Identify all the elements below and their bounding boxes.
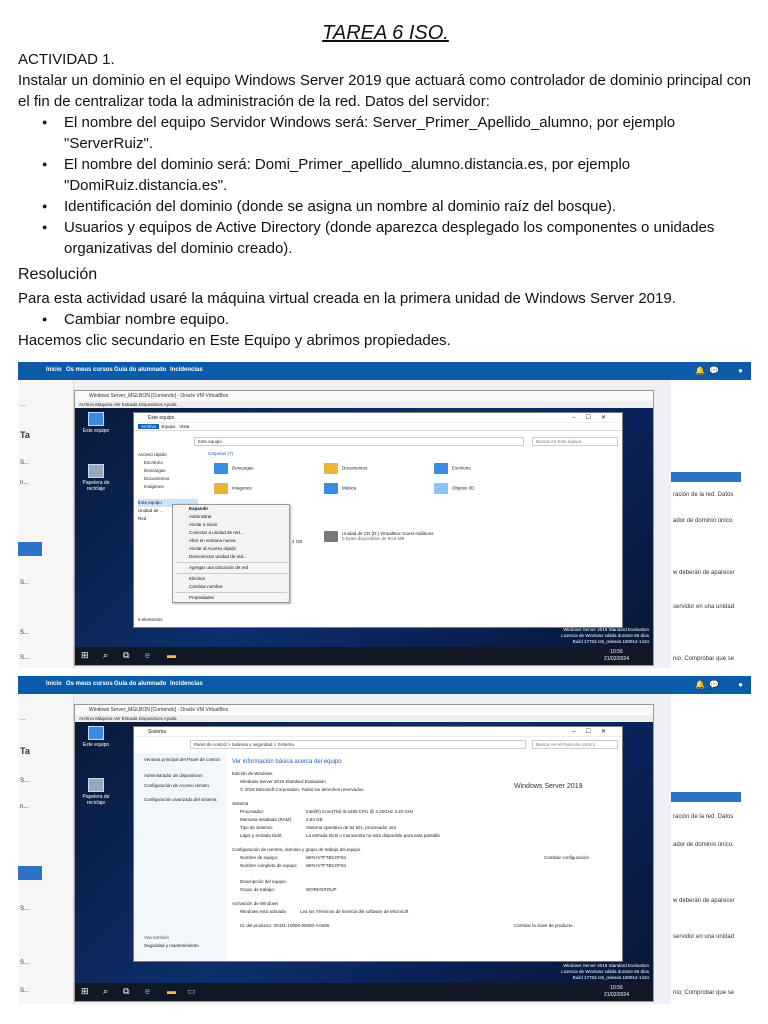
bell-icon[interactable]: 🔔 [695,366,705,375]
lms-progress-bar [671,792,741,802]
task-view-icon[interactable]: ⧉ [123,986,130,996]
search-icon[interactable]: ⌕ [103,986,109,996]
menu-item[interactable]: Expandir [189,506,209,511]
left-text: S... [20,960,30,966]
lms-topbar [18,676,751,694]
label: Tipo de sistema: [240,825,273,830]
left-text: n... [20,804,29,810]
value: 2,93 GB [306,817,323,822]
section-title: Activación de Windows [232,901,279,906]
menu-item[interactable]: Agregar una ubicación de red [189,565,249,570]
window-controls[interactable]: –☐✕ [572,415,616,421]
right-text: servidor en una unidad [673,604,735,610]
value: Intel(R) Core(TM) i5-4460 CPU @ 3.20GHz 3.20 GHz [306,809,414,814]
lms-left-panel [18,694,74,1004]
avatar[interactable]: ● [738,366,743,375]
nav-link[interactable]: Inicio [46,681,62,687]
computer-name: WIN-IV7FTBCOF94 [306,855,347,860]
value: Sistema operativo de 64 bits, procesador x64 [306,825,397,830]
edge-icon[interactable]: e [145,986,151,996]
folder-item[interactable]: Descargas [214,463,254,474]
menu-item[interactable]: Anclar al Acceso rápido [189,546,237,551]
nav-link[interactable]: Os meus cursos [66,681,113,687]
label: Procesador: [240,809,265,814]
nav-item[interactable]: Descargas [144,468,166,473]
ribbon[interactable] [134,423,622,431]
context-menu[interactable] [172,504,290,603]
menu-item[interactable]: Administrar [189,514,212,519]
change-settings-link[interactable]: Cambiar configuración [544,855,590,860]
screenshot-explorer [18,362,751,668]
page-heading: Ver información básica acerca del equipo [232,759,342,765]
vm-title: Windows Server_MGLBON [Corriendo] - Oracle VM VirtualBox [75,391,653,401]
nav-item[interactable]: Acceso rápido [138,452,167,457]
folders-header[interactable]: Carpetas (7) [208,451,234,456]
right-text: nio; Comprobar que se [673,656,735,662]
left-text: S... [20,630,30,636]
ribbon-tab[interactable]: Archivo [138,424,159,429]
see-also-label: Vea también [144,935,170,940]
menu-item[interactable]: Abrir en ventana nueva [189,538,236,543]
edge-icon[interactable]: e [145,650,151,660]
security-link[interactable]: Seguridad y mantenimiento [144,943,199,948]
left-text: Ta [20,746,30,756]
nav-item[interactable]: Escritorio [144,460,163,465]
left-text: ... [20,716,26,722]
address-bar[interactable]: Este equipo [194,437,524,446]
activity-heading: ACTIVIDAD 1. [18,51,115,68]
list-item: ● Cambiar nombre equipo. [42,309,753,330]
taskbar [75,983,653,1001]
edition-value: Windows Server 2019 Standard Evaluation [240,779,326,784]
list-item: ● Identificación del dominio (donde se asigna un nombre al dominio raíz del bosque). [42,196,753,217]
vm-menu[interactable]: Archivo Máquina Ver Entrada Dispositivos Ayuda [75,401,653,408]
right-text: w deberán de aparecer [673,898,735,904]
product-id: Id. del producto: 00431-10000-00000-AA506 [240,923,330,928]
right-text: ador de dominio único. [673,518,734,524]
menu-separator [175,592,287,593]
bell-icon[interactable]: 🔔 [695,680,705,689]
windows-watermark: Windows Server 2019 Standard Evaluation Licencia de Windows válida durante 68 días Build 17763.rs5_release.180914-1434 [561,963,649,980]
nav-item[interactable]: Documentos [144,476,170,481]
menu-item[interactable]: Propiedades [189,595,215,600]
nav-link[interactable]: Guía do alumnado [114,681,167,687]
lms-progress-bar [671,472,741,482]
nav-link[interactable]: Guía do alumnado [114,367,167,373]
recycle-bin-icon[interactable]: Papelera de reciclaje [79,778,113,806]
vm-title: Windows Server_MGLBON [Corriendo] - Oracle VM VirtualBox [75,705,653,715]
window-title: Este equipo [148,415,175,421]
full-name: WIN-IV7FTBCOF94 [306,863,347,868]
start-icon[interactable]: ⊞ [81,986,89,996]
vm-menu[interactable]: Archivo Máquina Ver Entrada Dispositivos Ayuda [75,715,653,722]
nav-link[interactable]: Incidencias [170,367,203,373]
menu-item[interactable]: Cambiar nombre [189,584,223,589]
lms-right-panel [671,694,751,1004]
right-text: nio; Comprobar que se [673,990,735,996]
nav-item[interactable]: Red [138,516,147,521]
desktop [75,722,653,1001]
resolution-list [18,309,753,330]
nav-link[interactable]: Os meus cursos [66,367,113,373]
folder-item[interactable]: Documentos [324,463,367,474]
recycle-bin-icon[interactable]: Papelera de reciclaje [79,464,113,492]
search-input[interactable]: Buscar en el Panel de control [532,740,618,749]
window-title: Sistema [148,729,167,735]
label: Grupo de trabajo: [240,887,276,892]
label: Lápiz y entrada táctil: [240,833,283,838]
clock[interactable]: 10:56 21/02/2024 [603,649,629,662]
list-item: ● El nombre del dominio será: Domi_Primer_apellido_alumno.distancia.es, por ejemplo "DomiRuiz.distancia.es". [42,154,753,196]
menu-item[interactable]: Desconectar unidad de red... [189,554,247,559]
system-icon[interactable]: ▭ [187,986,196,996]
search-input[interactable]: Buscar en Este equipo [532,437,618,446]
list-item: ● El nombre del equipo Servidor Windows será: Server_Primer_Apellido_alumno, por ejemplo "ServerRuiz". [42,112,753,154]
system-window[interactable] [133,726,623,962]
folder-item[interactable]: Imágenes [214,483,252,494]
nav-link[interactable]: Inicio [46,367,62,373]
screenshot-system [18,676,751,1004]
left-text: S... [20,778,30,784]
folder-item[interactable]: Objetos 3D [434,483,475,494]
windows-logo-text: Windows Server 2019 [514,783,583,790]
menu-separator [175,562,287,563]
lms-topbar [18,362,751,380]
explorer-window[interactable] [133,412,623,628]
breadcrumb[interactable]: Panel de control > Sistema y seguridad > Sistema [190,740,526,749]
right-text: w deberán de aparecer [673,570,735,576]
right-text: ración de la red. Datos [673,814,734,820]
windows-watermark: Windows Server 2019 Standard Evaluation Licencia de Windows válida durante 68 días Build 17763.rs5_release.180914-1434 [561,627,649,644]
left-text: S... [20,580,30,586]
left-text: S... [20,460,30,466]
resolution-step: Hacemos clic secundario en Este Equipo y abrimos propiedades. [18,332,451,349]
section-title: Edición de Windows [232,771,273,776]
nav-item[interactable]: Unidad de ... [138,508,164,513]
task-view-icon[interactable]: ⧉ [123,650,130,660]
this-pc-icon[interactable]: Este equipo [79,726,113,748]
intro-paragraph: Instalar un dominio en el equipo Windows Server 2019 que actuará como controlador de dominio principal con el fin de centralizar toda la administración de la red. Datos del servidor: [18,72,751,110]
lms-side-button[interactable] [18,542,42,556]
left-text: Ta [20,430,30,440]
label: Nombre de equipo: [240,855,279,860]
left-text: ... [20,402,26,408]
lms-side-button[interactable] [18,866,42,880]
disk-free: 4 GB [292,539,303,544]
activation-status: Windows está activado [240,909,287,914]
taskbar [75,647,653,665]
section-title: Sistema [232,801,249,806]
menu-item[interactable]: Eliminar [189,576,206,581]
remote-access-link[interactable]: Configuración de Acceso remoto [144,783,210,788]
ribbon-tab[interactable]: Vista [179,424,190,429]
cd-drive[interactable]: Unidad de CD (D:) VirtualBox Guest Additions 0 bytes disponibles de 50,6 MB [324,531,464,542]
copyright: © 2018 Microsoft Corporation. Todos los derechos reservados. [240,787,365,792]
search-icon[interactable]: ⌕ [103,650,109,660]
right-text: servidor en una unidad [673,934,735,940]
left-text: S... [20,655,30,661]
change-key-link[interactable]: Cambiar la clave de producto [514,923,573,928]
label: Nombre completo de equipo: [240,863,298,868]
chat-icon[interactable]: 💬 [709,680,719,689]
virtualbox-window[interactable] [74,390,654,666]
chat-icon[interactable]: 💬 [709,366,719,375]
desktop [75,408,653,665]
virtualbox-window[interactable] [74,704,654,1002]
requirements-list [18,112,753,259]
license-link[interactable]: Lea los Términos de licencia del software de Microsoft [300,909,409,914]
avatar[interactable]: ● [738,680,743,689]
menu-separator [175,573,287,574]
status-bar: 9 elementos [138,617,163,622]
label: Descripción del equipo: [240,879,287,884]
folder-item[interactable]: Música [324,483,356,494]
advanced-settings-link[interactable]: Configuración avanzada del sistema [144,797,217,802]
nav-item[interactable]: Este equipo [138,499,198,507]
doc-title: TAREA 6 ISO. [322,22,449,44]
label: Memoria instalada (RAM): [240,817,293,822]
panel-home-link[interactable]: Ventana principal del Panel de control [144,757,220,762]
value: La entrada táctil o manuscrita no está disponible para esta pantalla [306,833,440,838]
list-item: ● Usuarios y equipos de Active Directory (donde aparezca desplegado los componentes o unidades organizativas del dominio creado). [42,217,753,259]
resolution-heading: Resolución [18,266,98,283]
explorer-icon[interactable]: ▬ [167,650,176,660]
menu-item[interactable]: Conectar a unidad de red... [189,530,244,535]
explorer-icon[interactable]: ▬ [167,986,176,996]
resolution-paragraph: Para esta actividad usaré la máquina virtual creada en la primera unidad de Windows Server 2019. [18,290,676,307]
left-text: S... [20,906,30,912]
menu-item[interactable]: Anclar a Inicio [189,522,218,527]
ribbon-tab[interactable]: Equipo [161,424,176,429]
right-text: ador de dominio único. [673,842,734,848]
section-title: Configuración de nombre, dominio y grupo de trabajo del equipo [232,847,361,852]
lms-right-panel [671,380,751,668]
clock[interactable]: 10:56 21/02/2024 [603,985,629,998]
lms-left-panel [18,380,74,668]
nav-link[interactable]: Incidencias [170,681,203,687]
device-manager-link[interactable]: Administrador de dispositivos [144,773,203,778]
nav-item[interactable]: Imágenes [144,484,164,489]
right-text: ración de la red. Datos [673,492,734,498]
left-text: S... [20,988,30,994]
window-controls[interactable]: –☐✕ [572,729,616,735]
left-text: n... [20,480,29,486]
workgroup: WORKGROUP [306,887,337,892]
start-icon[interactable]: ⊞ [81,650,89,660]
folder-item[interactable]: Escritorio [434,463,471,474]
this-pc-icon[interactable]: Este equipo [79,412,113,434]
document [18,0,753,351]
